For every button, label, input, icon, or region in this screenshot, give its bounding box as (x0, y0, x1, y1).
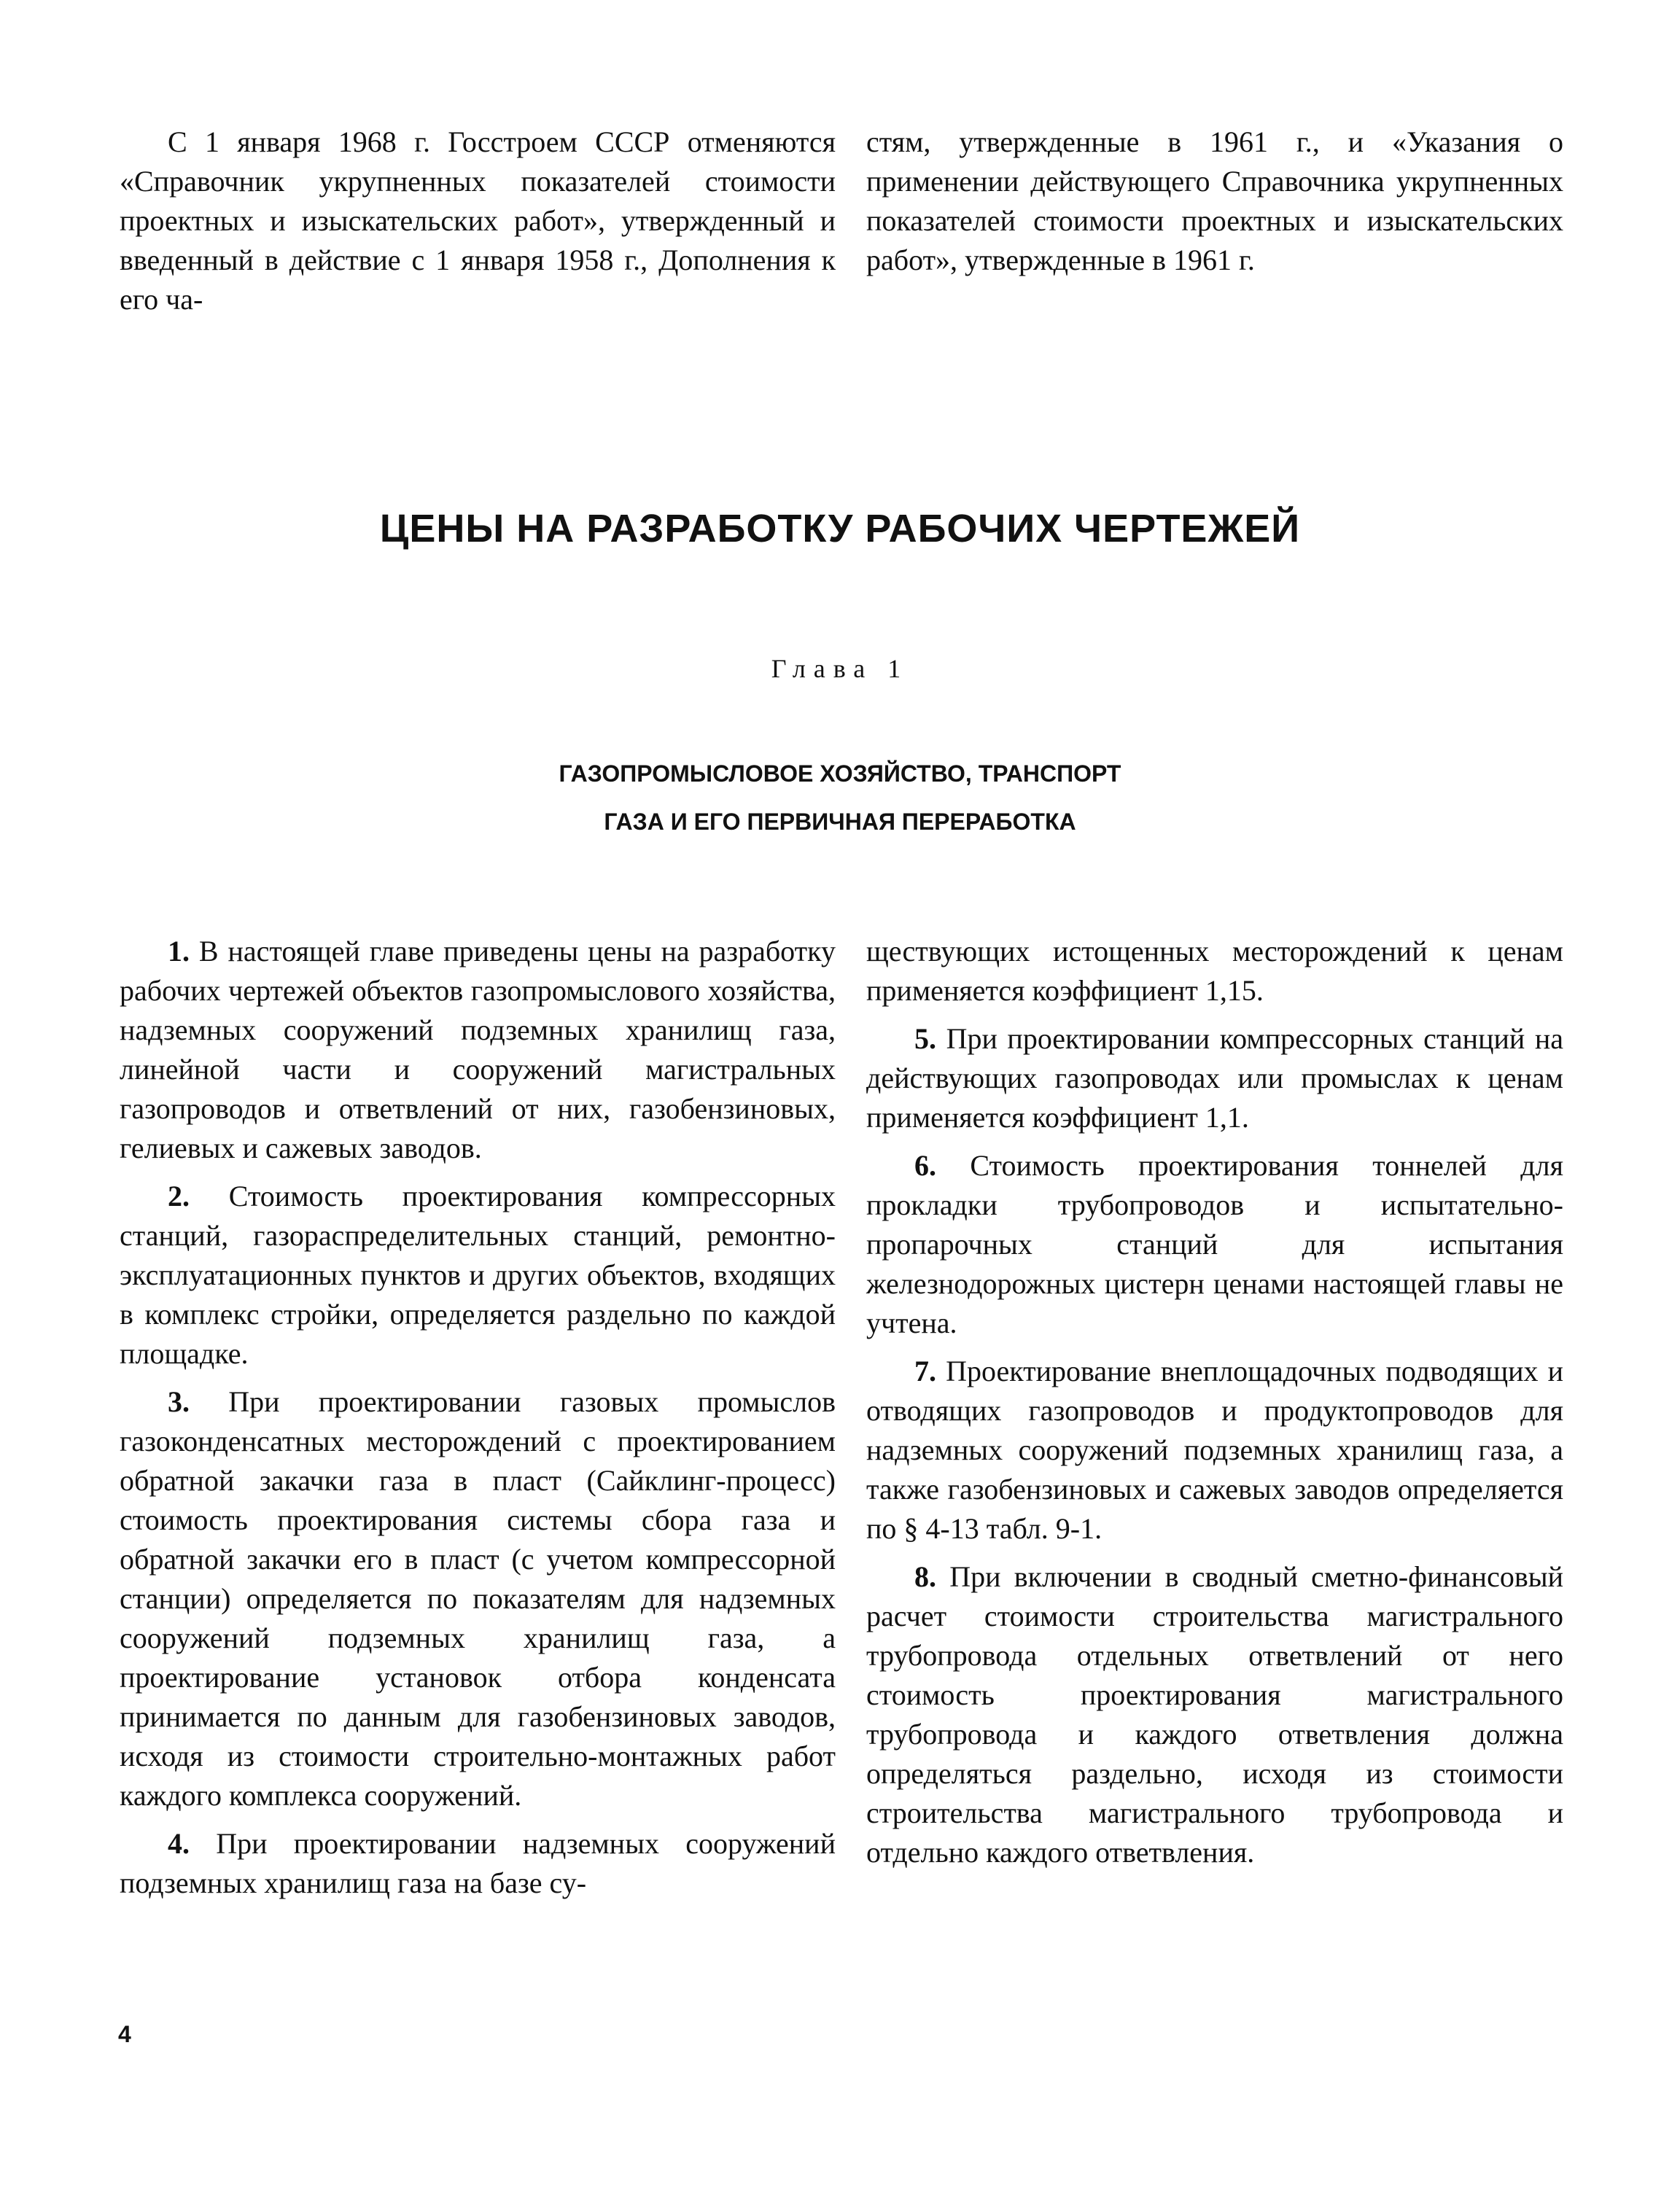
chapter-title (0, 749, 1680, 846)
paragraph-4 (120, 1824, 836, 1903)
intro-left-column (120, 122, 836, 328)
paragraph-text: В настоящей главе приведены цены на разработку рабочих чертежей объектов газопромыслового хозяйства, надземных сооружений подземных хранилищ газа, линейной части и сооружений магистральных газопроводов и ответвлений от них, газобензиновых, гелиевых и сажевых заводов. (120, 935, 836, 1164)
chapter-title-line-1: ГАЗОПРОМЫСЛОВОЕ ХОЗЯЙСТВО, ТРАНСПОРТ (559, 760, 1121, 787)
paragraph-text: При проектировании газовых промыслов газоконденсатных месторождений с проектированием обратной закачки газа в пласт (Сайклинг-процесс) стоимость проектирования системы сбора газа и обратной закачки его в пласт (с учетом компрессорной станции) определяется по показателям для надземных сооружений подземных хранилищ газа, а проектирование установок отбора конденсата принимается по данным для газобензиновых заводов, исходя из стоимости строительно-монтажных работ каждого комплекса сооружений. (120, 1385, 836, 1812)
paragraph-number: 1. (168, 935, 190, 967)
paragraph-3 (120, 1382, 836, 1815)
intro-paragraph: С 1 января 1968 г. Госстроем СССР отменяются «Справочник укрупненных показателей стоимости проектных и изыскательских работ», утвержденный и введенный в действие с 1 января 1958 г., Дополнения к его ча- (120, 125, 836, 316)
paragraph-text: ществующих истощенных месторождений к ценам применяется коэффициент 1,15. (866, 935, 1563, 1007)
paragraph-1 (120, 932, 836, 1168)
paragraph-4-continued (866, 932, 1563, 1011)
page-number: 4 (118, 2021, 131, 2047)
paragraph-number: 6. (914, 1149, 936, 1182)
page-title: ЦЕНЫ НА РАЗРАБОТКУ РАБОЧИХ ЧЕРТЕЖЕЙ (379, 507, 1301, 550)
paragraph-text: При проектировании компрессорных станций на действующих газопроводах или промыслах к ценам применяется коэффициент 1,1. (866, 1022, 1564, 1134)
chapter-label: Глава 1 (771, 654, 909, 683)
paragraph-8 (866, 1557, 1563, 1872)
intro-right-column (866, 122, 1563, 289)
paragraph-2 (120, 1177, 836, 1374)
paragraph-number: 3. (168, 1385, 190, 1418)
paragraph-7 (866, 1352, 1563, 1549)
paragraph-6 (866, 1146, 1563, 1343)
paragraph-number: 7. (914, 1355, 936, 1387)
paragraph-text: При проектировании надземных сооружений подземных хранилищ газа на базе су- (120, 1827, 836, 1899)
paragraph-5 (866, 1019, 1563, 1137)
paragraph-number: 4. (168, 1827, 190, 1860)
paragraph-number: 5. (914, 1022, 936, 1055)
main-right-column (866, 932, 1563, 1881)
paragraph-number: 2. (168, 1180, 190, 1212)
paragraph-text: Стоимость проектирования компрессорных станций, газораспределительных станций, ремонтно-эксплуатационных пунктов и других объектов, входящих в комплекс стройки, определяется раздельно по каждой площадке. (120, 1180, 836, 1370)
intro-paragraph-continued: стям, утвержденные в 1961 г., и «Указания о применении действующего Справочника укрупненных показателей стоимости проектных и изыскательских работ», утвержденные в 1961 г. (866, 125, 1563, 276)
chapter-title-line-2: ГАЗА И ЕГО ПЕРВИЧНАЯ ПЕРЕРАБОТКА (604, 809, 1076, 835)
paragraph-text: Проектирование внеплощадочных подводящих и отводящих газопроводов и продуктопроводов для надземных сооружений подземных хранилищ газа, а также газобензиновых и сажевых заводов определяется по § 4-13 табл. 9-1. (866, 1355, 1564, 1545)
paragraph-text: При включении в сводный сметно-финансовый расчет стоимости строительства магистрального трубопровода отдельных ответвлений от него стоимость проектирования магистрального трубопровода и каждого ответвления должна определяться раздельно, исходя из стоимости строительства магистрального трубопровода и отдельно каждого ответвления. (866, 1560, 1563, 1869)
main-left-column (120, 932, 836, 1912)
paragraph-number: 8. (914, 1560, 936, 1593)
paragraph-text: Стоимость проектирования тоннелей для прокладки трубопроводов и испытательно-пропарочных станций для испытания железнодорожных цистерн ценами настоящей главы не учтена. (866, 1149, 1564, 1339)
